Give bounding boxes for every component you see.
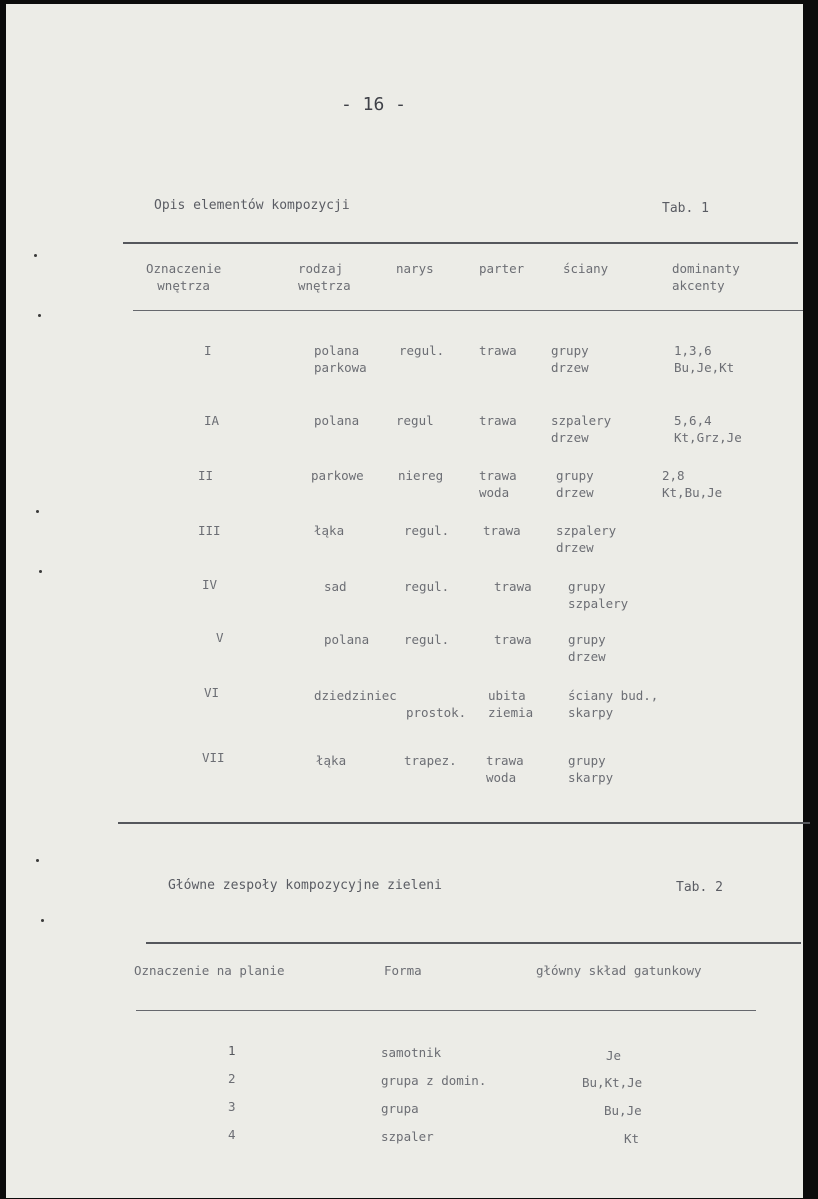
table1-row3-narys: niereg (398, 468, 444, 483)
table1-row3-parter: trawa woda (479, 468, 517, 500)
table1-row8-narys: trapez. (404, 753, 457, 768)
table1-row6-sciany: grupy drzew (568, 632, 606, 664)
table1-row5-parter: trawa (494, 579, 532, 594)
table2-top-rule (146, 942, 801, 944)
scan-speck (36, 510, 39, 513)
table1-row6-parter: trawa (494, 632, 532, 647)
table1-row8-rodzaj: łąka (316, 753, 347, 768)
table1-bottom-rule (118, 822, 810, 824)
scan-speck (41, 919, 44, 922)
table1-row5-sciany: grupy szpalery (568, 579, 629, 611)
table1-header-dominanty: dominanty akcenty (672, 261, 740, 293)
table1-row2-id: IA (204, 413, 220, 428)
table1-row3-rodzaj: parkowe (311, 468, 364, 483)
table2-tab-label: Tab. 2 (676, 880, 723, 895)
table1-row3-sciany: grupy drzew (556, 468, 594, 500)
document-page (6, 4, 803, 1198)
table2-row4-sklad: Kt (624, 1131, 640, 1146)
table1-row6-narys: regul. (404, 632, 450, 647)
table1-row2-dominanty: 5,6,4 Kt,Grz,Je (674, 413, 742, 445)
table1-row4-parter: trawa (483, 523, 521, 538)
table1-row8-id: VII (202, 750, 225, 765)
table1-header-parter: parter (479, 261, 525, 276)
scan-speck (38, 314, 41, 317)
table2-row3-sklad: Bu,Je (604, 1103, 642, 1118)
table1-row5-rodzaj: sad (324, 579, 347, 594)
table2-header-oznaczenie: Oznaczenie na planie (134, 963, 285, 978)
table2-row2-forma: grupa z domin. (381, 1073, 487, 1088)
table2-row3-number: 3 (228, 1099, 236, 1114)
table1-row3-dominanty: 2,8 Kt,Bu,Je (662, 468, 723, 500)
table1-row6-rodzaj: polana (324, 632, 370, 647)
table1-row4-rodzaj: łąka (314, 523, 345, 538)
table1-row4-narys: regul. (404, 523, 450, 538)
table2-row1-number: 1 (228, 1043, 236, 1058)
table2-row3-forma: grupa (381, 1101, 419, 1116)
table1-row7-id: VI (204, 685, 220, 700)
table1-row2-sciany: szpalery drzew (551, 413, 612, 445)
table2-row1-forma: samotnik (381, 1045, 442, 1060)
table1-row2-parter: trawa (479, 413, 517, 428)
table1-row7-parter: ubita ziemia (488, 688, 534, 720)
table2-row2-number: 2 (228, 1071, 236, 1086)
table1-row5-id: IV (202, 577, 218, 592)
table1-row6-id: V (216, 630, 224, 645)
table2-row4-number: 4 (228, 1127, 236, 1142)
table1-row2-rodzaj: polana (314, 413, 360, 428)
table1-row5-narys: regul. (404, 579, 450, 594)
table1-row8-sciany: grupy skarpy (568, 753, 614, 785)
table1-header-narys: narys (396, 261, 434, 276)
table1-tab-label: Tab. 1 (662, 201, 709, 216)
table1-row7-rodzaj: dziedziniec (314, 688, 397, 703)
table2-header-forma: Forma (384, 963, 422, 978)
table2-title: Główne zespoły kompozycyjne zieleni (168, 878, 442, 893)
scan-speck (34, 254, 37, 257)
table1-header-sciany: ściany (563, 261, 609, 276)
table1-row7-narys: prostok. (406, 705, 467, 720)
table1-row4-id: III (198, 523, 221, 538)
table1-row2-narys: regul (396, 413, 434, 428)
table2-row2-sklad: Bu,Kt,Je (582, 1075, 643, 1090)
page-number: - 16 - (341, 94, 407, 115)
table1-row8-parter: trawa woda (486, 753, 524, 785)
table1-header-rule (133, 310, 803, 311)
table1-title: Opis elementów kompozycji (154, 198, 350, 213)
scan-speck (36, 859, 39, 862)
table2-header-rule (136, 1010, 756, 1011)
table1-top-rule (123, 242, 798, 244)
table1-row4-sciany: szpalery drzew (556, 523, 617, 555)
table1-row1-narys: regul. (399, 343, 445, 358)
table1-header-rodzaj: rodzaj wnętrza (298, 261, 351, 293)
table2-header-sklad: główny skład gatunkowy (536, 963, 702, 978)
table1-row1-dominanty: 1,3,6 Bu,Je,Kt (674, 343, 735, 375)
table1-row1-id: I (204, 343, 212, 358)
table1-row1-parter: trawa (479, 343, 517, 358)
table2-row4-forma: szpaler (381, 1129, 434, 1144)
table1-header-oznaczenie: Oznaczenie wnętrza (146, 261, 222, 293)
table1-row3-id: II (198, 468, 214, 483)
table1-row1-rodzaj: polana parkowa (314, 343, 367, 375)
table2-row1-sklad: Je (606, 1048, 622, 1063)
scan-speck (39, 570, 42, 573)
table1-row7-sciany: ściany bud., skarpy (568, 688, 659, 720)
table1-row1-sciany: grupy drzew (551, 343, 589, 375)
